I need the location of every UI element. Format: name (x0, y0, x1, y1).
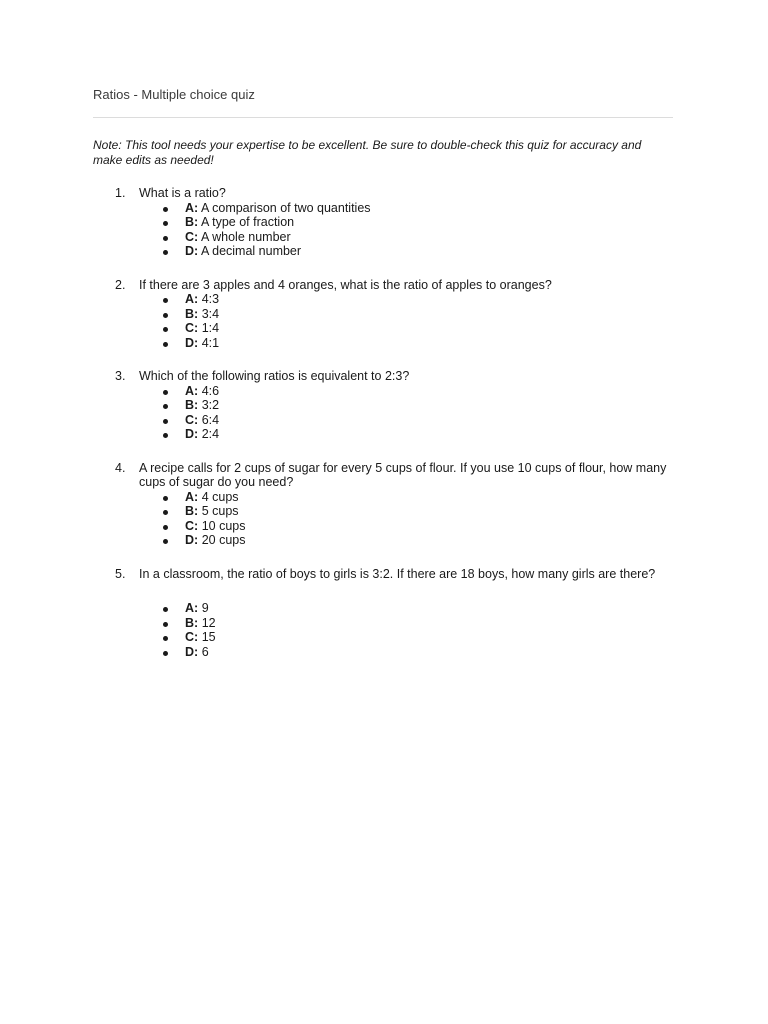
option-text: 10 cups (201, 518, 246, 533)
question-number: 5. (115, 566, 126, 581)
option-text: 1:4 (201, 321, 220, 335)
answer-option (139, 292, 673, 307)
option-text: A comparison of two quantities (201, 200, 371, 215)
option-letter: A: (185, 383, 199, 398)
answer-option (139, 533, 673, 548)
option-letter: D: (185, 533, 199, 547)
option-text: 9 (201, 601, 209, 615)
page-title: Ratios - Multiple choice quiz (93, 87, 255, 102)
option-letter: A: (185, 292, 199, 306)
bullet-icon (163, 525, 168, 530)
bullet-icon (163, 433, 168, 438)
answer-option (139, 601, 673, 616)
question-text: If there are 3 apples and 4 oranges, what is the ratio of apples to oranges? (139, 277, 552, 292)
option-text: A type of fraction (201, 215, 295, 229)
answer-options (139, 384, 673, 442)
bullet-icon (163, 404, 168, 409)
option-text: 15 (201, 630, 216, 644)
option-text: 6 (201, 644, 209, 659)
answer-option (139, 490, 673, 505)
option-letter: A: (185, 489, 199, 504)
option-text: 4 cups (201, 489, 239, 504)
answer-option (139, 201, 673, 216)
option-text: 4:1 (201, 335, 220, 350)
question-text: In a classroom, the ratio of boys to girls is 3:2. If there are 18 boys, how many girls are there? (139, 566, 656, 581)
title-divider (93, 117, 673, 118)
bullet-icon (163, 607, 168, 612)
option-letter: C: (185, 321, 199, 335)
answer-option (139, 504, 673, 519)
option-text: 5 cups (201, 504, 239, 518)
option-letter: B: (185, 306, 199, 321)
option-letter: A: (185, 601, 199, 615)
option-text: 4:3 (201, 292, 220, 306)
quiz-question (93, 461, 673, 548)
option-letter: D: (185, 427, 199, 441)
answer-option (139, 215, 673, 230)
option-letter: B: (185, 215, 199, 229)
question-text: A recipe calls for 2 cups of sugar for every 5 cups of flour. If you use 10 cups of flour, how many cups of sugar do you need? (139, 460, 667, 489)
option-text: 4:6 (201, 383, 220, 398)
answer-options (139, 490, 673, 548)
bullet-icon (163, 313, 168, 318)
option-text: 2:4 (201, 427, 220, 441)
bullet-icon (163, 496, 168, 501)
bullet-icon (163, 390, 168, 395)
question-number: 4. (115, 460, 126, 475)
option-text: 3:4 (201, 306, 220, 321)
bullet-icon (163, 298, 168, 303)
bullet-icon (163, 327, 168, 332)
bullet-icon (163, 250, 168, 255)
answer-option (139, 645, 673, 660)
answer-options (139, 601, 673, 659)
answer-option (139, 398, 673, 413)
answer-option (139, 307, 673, 322)
answer-option (139, 336, 673, 351)
option-text: 3:2 (201, 398, 220, 412)
answer-options (139, 201, 673, 259)
quiz-question (93, 186, 673, 259)
question-text: Which of the following ratios is equivalent to 2:3? (139, 369, 410, 383)
question-number: 1. (115, 186, 126, 200)
option-letter: D: (185, 644, 199, 659)
answer-option (139, 384, 673, 399)
disclaimer-note: Note: This tool needs your expertise to be excellent. Be sure to double-check this quiz for accuracy and make edits as needed! (93, 138, 642, 167)
option-letter: C: (185, 229, 199, 244)
answer-option (139, 230, 673, 245)
option-text: 6:4 (201, 412, 220, 427)
option-letter: D: (185, 335, 199, 350)
bullet-icon (163, 636, 168, 641)
option-letter: D: (185, 244, 199, 258)
bullet-icon (163, 419, 168, 424)
question-number: 2. (115, 277, 126, 292)
option-text: A whole number (201, 229, 291, 244)
question-number: 3. (115, 369, 126, 383)
quiz-question (93, 369, 673, 442)
answer-option (139, 630, 673, 645)
option-letter: C: (185, 518, 199, 533)
option-letter: C: (185, 412, 199, 427)
option-letter: C: (185, 630, 199, 644)
option-text: A decimal number (201, 244, 302, 258)
option-text: 12 (201, 615, 216, 630)
option-text: 20 cups (201, 533, 246, 547)
bullet-icon (163, 622, 168, 627)
answer-option (139, 244, 673, 259)
answer-option (139, 413, 673, 428)
option-letter: B: (185, 615, 199, 630)
quiz-question (93, 567, 673, 660)
quiz-question (93, 278, 673, 351)
bullet-icon (163, 342, 168, 347)
quiz-question-list (93, 186, 673, 678)
answer-option (139, 321, 673, 336)
option-letter: B: (185, 504, 199, 518)
answer-option (139, 519, 673, 534)
question-text: What is a ratio? (139, 186, 226, 200)
answer-option (139, 427, 673, 442)
bullet-icon (163, 207, 168, 212)
bullet-icon (163, 236, 168, 241)
bullet-icon (163, 510, 168, 515)
bullet-icon (163, 539, 168, 544)
answer-option (139, 616, 673, 631)
answer-options (139, 292, 673, 350)
bullet-icon (163, 651, 168, 656)
option-letter: A: (185, 200, 199, 215)
bullet-icon (163, 221, 168, 226)
option-letter: B: (185, 398, 199, 412)
